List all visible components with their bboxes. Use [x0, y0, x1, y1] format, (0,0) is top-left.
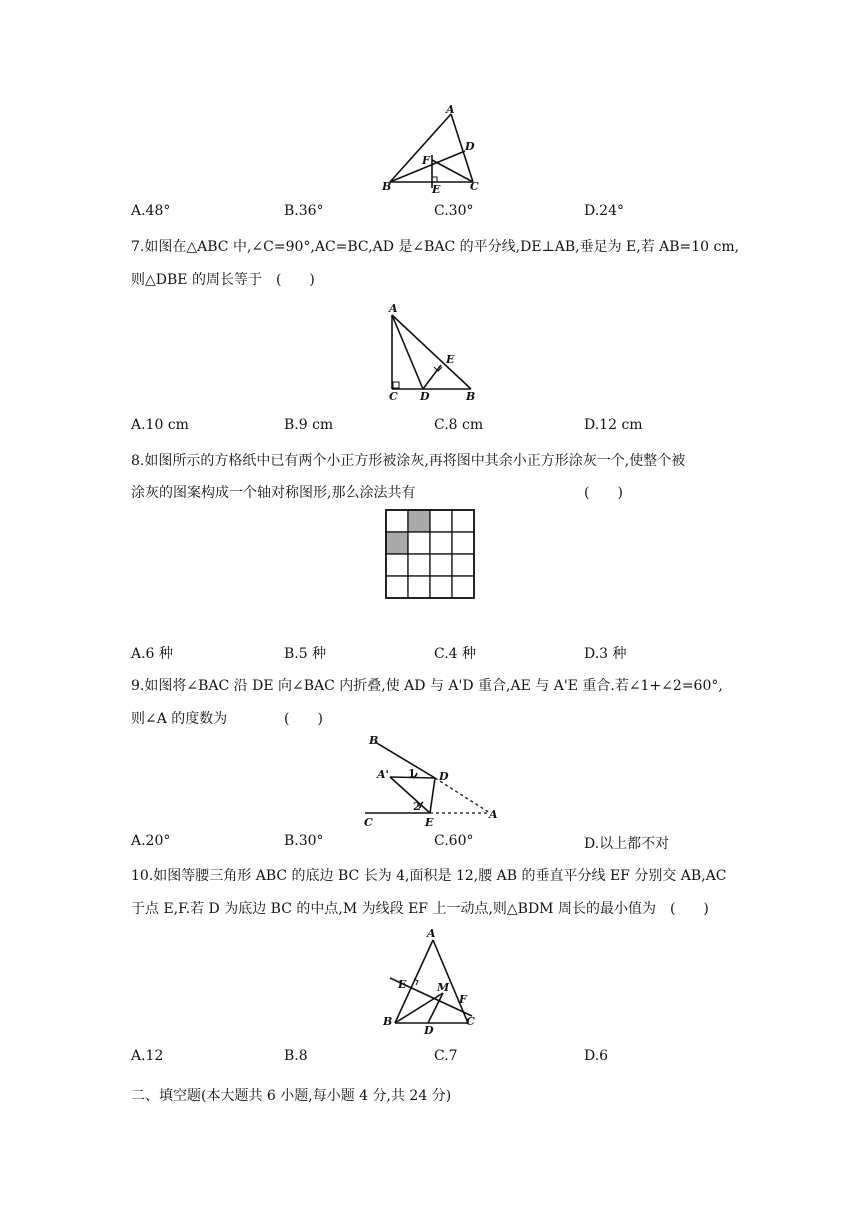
q7-label-c: C — [389, 390, 398, 403]
q9-text-line2: 则∠A 的度数为 — [131, 711, 228, 727]
q7-label-e: E — [446, 353, 455, 366]
q9-answer-bracket: ( ) — [284, 711, 323, 727]
grid-cell — [386, 576, 408, 598]
q9-text-line1: 9.如图将∠BAC 沿 DE 向∠BAC 内折叠,使 AD 与 A'D 重合,AE 与 A'E 重合.若∠1+∠2=60°, — [131, 678, 723, 694]
q9-label-e: E — [425, 816, 434, 827]
q10-text-line1: 10.如图等腰三角形 ABC 的底边 BC 长为 4,面积是 12,腰 AB 的垂直平分线 EF 分别交 AB,AC — [131, 868, 727, 884]
q7-option-b[interactable]: B.9 cm — [284, 417, 334, 433]
grid-cell — [452, 510, 474, 532]
q8-text-line1: 8.如图所示的方格纸中已有两个小正方形被涂灰,再将图中其余小正方形涂灰一个,使整个被 — [131, 453, 686, 469]
q6-label-f: F — [422, 154, 430, 167]
q6-label-e: E — [432, 183, 441, 195]
q7-option-c[interactable]: C.8 cm — [434, 417, 484, 433]
q7-label-a: A — [389, 302, 398, 315]
q8-answer-bracket: ( ) — [584, 485, 623, 501]
grid-cell-shaded — [386, 532, 408, 554]
q9-label-angle-1: 1 — [408, 767, 416, 780]
q6-figure — [370, 100, 490, 195]
q9-option-d[interactable]: D.以上都不对 — [584, 836, 670, 852]
q10-label-c: C — [466, 1015, 475, 1028]
q9-figure — [360, 732, 505, 827]
q6-label-c: C — [470, 180, 479, 193]
q10-figure — [380, 926, 485, 1036]
q10-label-e: E — [398, 978, 407, 991]
q6-option-c[interactable]: C.30° — [434, 203, 474, 219]
q8-grid — [385, 509, 475, 599]
q9-label-angle-2: 2 — [413, 800, 421, 813]
q10-text-line2: 于点 E,F.若 D 为底边 BC 的中点,M 为线段 EF 上一动点,则△BDM 周长的最小值为 ( ) — [131, 901, 709, 917]
q8-option-d[interactable]: D.3 种 — [584, 646, 627, 662]
grid-cell — [408, 554, 430, 576]
q7-text-line1: 7.如图在△ABC 中,∠C=90°,AC=BC,AD 是∠BAC 的平分线,DE⊥AB,垂足为 E,若 AB=10 cm, — [131, 239, 740, 255]
grid-cell — [408, 576, 430, 598]
q9-option-a[interactable]: A.20° — [131, 833, 171, 849]
q7-figure — [380, 300, 490, 405]
q7-label-b: B — [466, 390, 476, 403]
grid-cell — [386, 554, 408, 576]
q7-option-d[interactable]: D.12 cm — [584, 417, 643, 433]
q7-label-d: D — [420, 390, 430, 403]
q10-label-a: A — [427, 927, 436, 940]
q10-label-d: D — [424, 1024, 434, 1036]
q9-label-c: C — [364, 816, 373, 827]
q9-label-a-prime: A' — [377, 768, 389, 781]
q6-option-d[interactable]: D.24° — [584, 203, 624, 219]
grid-cell — [430, 532, 452, 554]
grid-cell — [452, 554, 474, 576]
q6-option-b[interactable]: B.36° — [284, 203, 324, 219]
q10-label-m: M — [437, 981, 450, 994]
q9-option-b[interactable]: B.30° — [284, 833, 324, 849]
q9-label-d: D — [439, 770, 449, 783]
section-heading-fill-in: 二、填空题(本大题共 6 小题,每小题 4 分,共 24 分) — [131, 1088, 452, 1104]
q8-option-a[interactable]: A.6 种 — [131, 646, 173, 662]
grid-cell — [430, 554, 452, 576]
q10-label-f: F — [459, 993, 467, 1006]
grid-cell — [408, 532, 430, 554]
grid-cell — [386, 510, 408, 532]
q8-option-b[interactable]: B.5 种 — [284, 646, 327, 662]
q6-label-a: A — [446, 103, 455, 116]
grid-cell — [430, 510, 452, 532]
q9-option-c[interactable]: C.60° — [434, 833, 474, 849]
q7-option-a[interactable]: A.10 cm — [131, 417, 189, 433]
q10-option-c[interactable]: C.7 — [434, 1048, 458, 1064]
q6-option-a[interactable]: A.48° — [131, 203, 171, 219]
q7-text-line2: 则△DBE 的周长等于 ( ) — [131, 272, 315, 288]
q10-option-b[interactable]: B.8 — [284, 1048, 308, 1064]
grid-cell-shaded — [408, 510, 430, 532]
q10-label-b: B — [383, 1015, 393, 1028]
q6-label-b: B — [382, 180, 392, 193]
q8-text-line2: 涂灰的图案构成一个轴对称图形,那么涂法共有 — [131, 485, 416, 501]
q9-label-b: B — [369, 734, 379, 747]
grid-cell — [430, 576, 452, 598]
grid-cell — [452, 576, 474, 598]
q10-option-a[interactable]: A.12 — [131, 1048, 164, 1064]
q6-label-d: D — [465, 140, 475, 153]
q10-option-d[interactable]: D.6 — [584, 1048, 609, 1064]
grid-cell — [452, 532, 474, 554]
q9-label-a: A — [489, 808, 498, 821]
q8-option-c[interactable]: C.4 种 — [434, 646, 477, 662]
